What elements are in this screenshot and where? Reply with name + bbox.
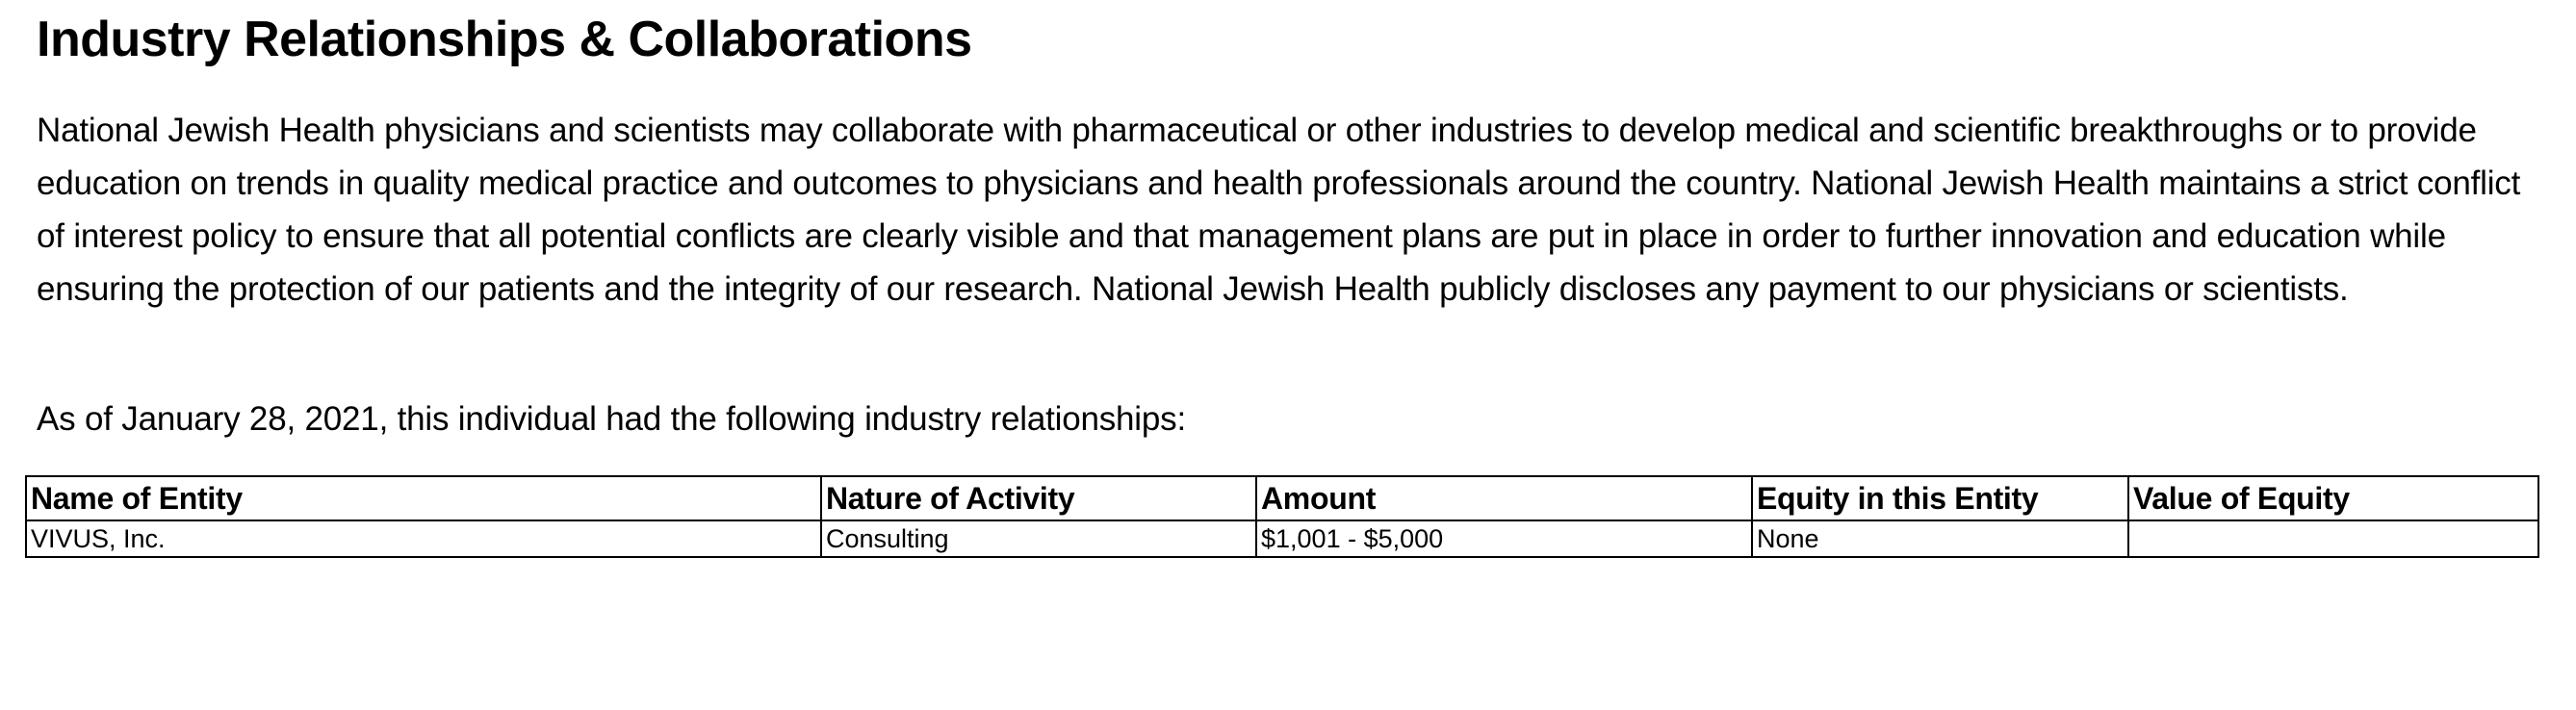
as-of-statement: As of January 28, 2021, this individual had the following industry relationships: bbox=[37, 400, 1186, 438]
column-header-nature-of-activity: Nature of Activity bbox=[821, 476, 1256, 520]
cell-equity-in-entity: None bbox=[1752, 520, 2128, 557]
page-title: Industry Relationships & Collaborations bbox=[37, 12, 972, 67]
industry-relationships-table bbox=[25, 475, 2539, 558]
intro-paragraph: National Jewish Health physicians and scientists may collaborate with pharmaceutical or other industries to develop medical and scientific breakthroughs or to provide education on trends in quality medical practice and outcomes to physicians and health professionals around the country. National Jewish Health maintains a strict conflict of interest policy to ensure that all potential conflicts are clearly visible and that management plans are put in place in order to further innovation and education while ensuring the protection of our patients and the integrity of our research. National Jewish Health publicly discloses any payment to our physicians or scientists. bbox=[37, 112, 2521, 308]
cell-amount: $1,001 - $5,000 bbox=[1256, 520, 1752, 557]
column-header-amount: Amount bbox=[1256, 476, 1752, 520]
column-header-equity-in-entity: Equity in this Entity bbox=[1752, 476, 2128, 520]
cell-value-of-equity bbox=[2128, 520, 2538, 557]
column-header-name-of-entity: Name of Entity bbox=[26, 476, 821, 520]
table-header-row bbox=[26, 476, 2538, 520]
cell-name-of-entity: VIVUS, Inc. bbox=[26, 520, 821, 557]
table-row bbox=[26, 520, 2538, 557]
column-header-value-of-equity: Value of Equity bbox=[2128, 476, 2538, 520]
cell-nature-of-activity: Consulting bbox=[821, 520, 1256, 557]
